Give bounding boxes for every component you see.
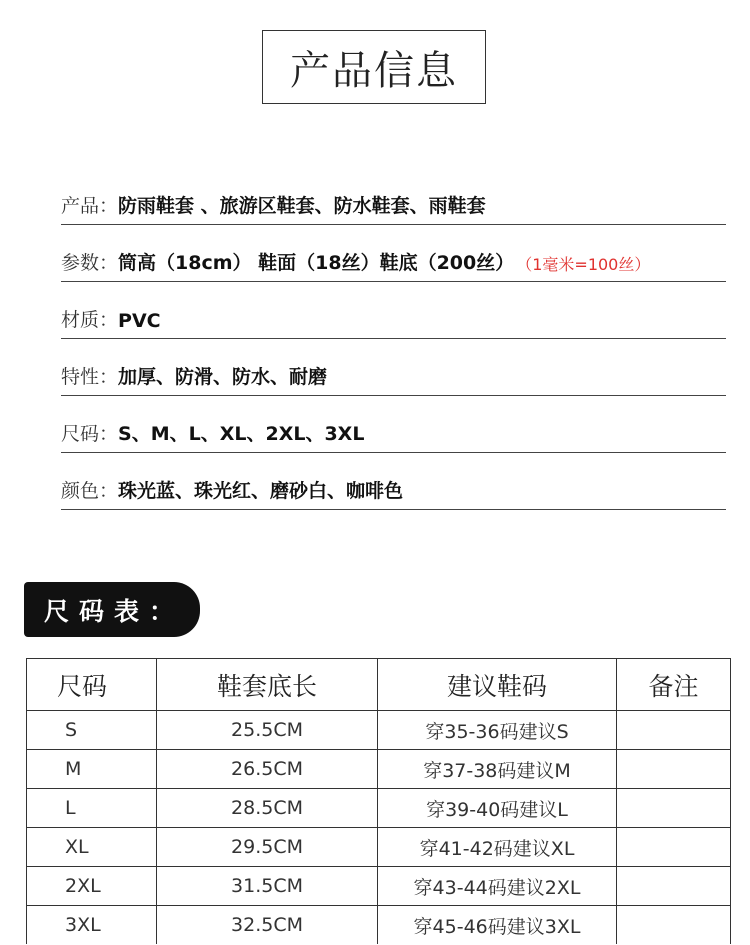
cell-remark bbox=[617, 789, 731, 828]
cell-remark bbox=[617, 711, 731, 750]
table-row bbox=[27, 750, 731, 789]
info-value: S、M、L、XL、2XL、3XL bbox=[118, 423, 365, 445]
info-label: 特性： bbox=[61, 366, 119, 388]
table-row bbox=[27, 789, 731, 828]
info-value: 加厚、防滑、防水、耐磨 bbox=[118, 366, 328, 388]
table-row bbox=[27, 867, 731, 906]
cell-shoe-size: 穿43-44码建议2XL bbox=[378, 867, 617, 906]
info-value: 珠光蓝、珠光红、磨砂白、咖啡色 bbox=[118, 480, 404, 502]
cell-size: L bbox=[27, 789, 157, 828]
page-title: 产品信息 bbox=[262, 30, 486, 104]
size-chart-badge: 尺码表： bbox=[24, 582, 200, 637]
cell-shoe-size: 穿39-40码建议L bbox=[378, 789, 617, 828]
size-table bbox=[26, 658, 731, 944]
info-value: PVC bbox=[118, 310, 161, 332]
info-label: 尺码： bbox=[61, 423, 119, 445]
info-label: 产品： bbox=[61, 195, 119, 217]
info-value: 防雨鞋套 、旅游区鞋套、防水鞋套、雨鞋套 bbox=[118, 195, 486, 217]
cell-remark bbox=[617, 750, 731, 789]
cell-size: M bbox=[27, 750, 157, 789]
cell-length: 32.5CM bbox=[157, 906, 378, 945]
info-label: 材质： bbox=[61, 309, 119, 331]
header-shoe-size: 建议鞋码 bbox=[378, 659, 617, 711]
cell-length: 28.5CM bbox=[157, 789, 378, 828]
header-size: 尺码 bbox=[27, 659, 157, 711]
info-label: 参数： bbox=[61, 252, 119, 274]
cell-remark bbox=[617, 906, 731, 945]
info-note: （1毫米=100丝） bbox=[516, 255, 651, 274]
cell-length: 26.5CM bbox=[157, 750, 378, 789]
table-row bbox=[27, 906, 731, 945]
cell-length: 31.5CM bbox=[157, 867, 378, 906]
cell-remark bbox=[617, 867, 731, 906]
table-row bbox=[27, 711, 731, 750]
table-header-row bbox=[27, 659, 731, 711]
info-label: 颜色： bbox=[61, 480, 119, 502]
table-row bbox=[27, 828, 731, 867]
cell-size: 3XL bbox=[27, 906, 157, 945]
cell-size: S bbox=[27, 711, 157, 750]
cell-remark bbox=[617, 828, 731, 867]
cell-shoe-size: 穿41-42码建议XL bbox=[378, 828, 617, 867]
cell-length: 25.5CM bbox=[157, 711, 378, 750]
header-remark: 备注 bbox=[617, 659, 731, 711]
cell-shoe-size: 穿35-36码建议S bbox=[378, 711, 617, 750]
header-length: 鞋套底长 bbox=[157, 659, 378, 711]
info-row-features bbox=[61, 339, 726, 396]
info-row-sizes bbox=[61, 396, 726, 453]
info-value: 筒高（18cm） 鞋面（18丝）鞋底（200丝） bbox=[118, 252, 515, 274]
cell-size: XL bbox=[27, 828, 157, 867]
cell-shoe-size: 穿37-38码建议M bbox=[378, 750, 617, 789]
info-row-material bbox=[61, 282, 726, 339]
product-info-list bbox=[61, 168, 726, 510]
info-row-params bbox=[61, 225, 726, 282]
cell-size: 2XL bbox=[27, 867, 157, 906]
cell-shoe-size: 穿45-46码建议3XL bbox=[378, 906, 617, 945]
info-row-colors bbox=[61, 453, 726, 510]
cell-length: 29.5CM bbox=[157, 828, 378, 867]
info-row-product bbox=[61, 168, 726, 225]
